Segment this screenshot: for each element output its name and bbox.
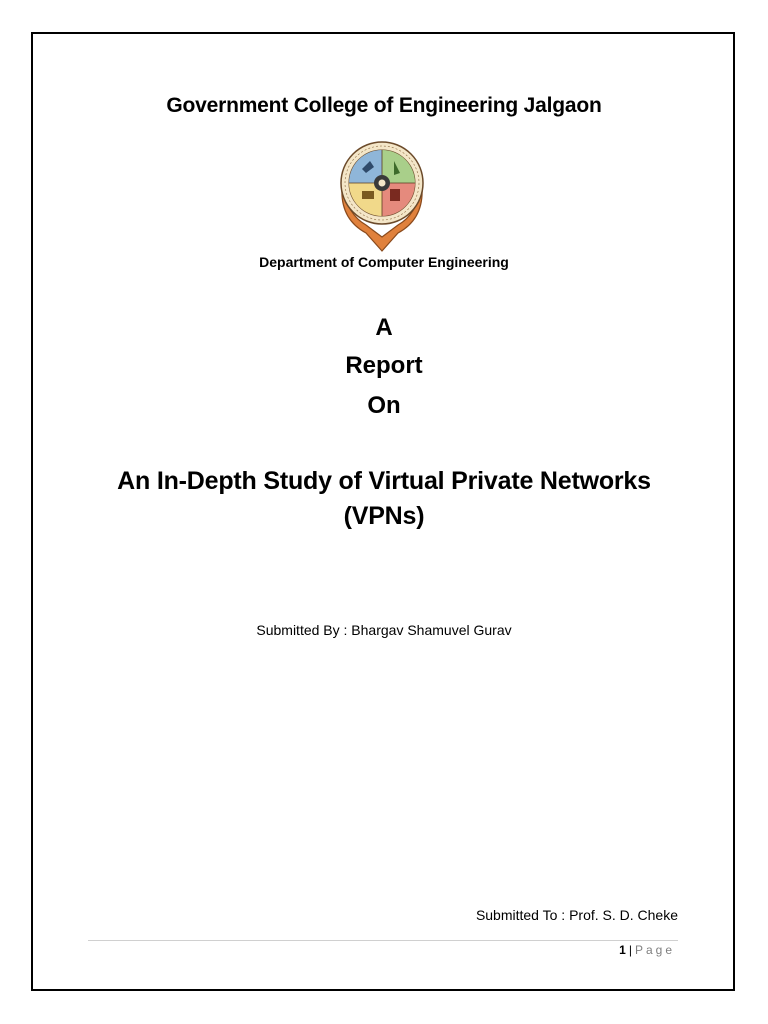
page-separator: |: [628, 943, 632, 957]
submitted-by: Submitted By : Bhargav Shamuvel Gurav: [256, 622, 512, 638]
page-label: Page: [634, 943, 675, 957]
submitted-to: Submitted To : Prof. S. D. Cheke: [475, 907, 678, 923]
college-emblem: [336, 137, 428, 253]
college-emblem-svg: [336, 137, 428, 253]
heading-on: On: [367, 392, 401, 419]
footer-divider: [88, 940, 678, 941]
heading-report: Report: [345, 352, 423, 379]
report-title-line1: An In-Depth Study of Virtual Private Networks: [117, 467, 651, 495]
report-title: [0, 464, 768, 534]
page-number: 1: [619, 943, 626, 957]
page-footer: [619, 943, 675, 957]
heading-a: A: [375, 314, 393, 341]
department-name: Department of Computer Engineering: [259, 254, 509, 270]
college-title: Government College of Engineering Jalgaon: [166, 94, 602, 117]
report-title-line2: (VPNs): [343, 502, 425, 530]
